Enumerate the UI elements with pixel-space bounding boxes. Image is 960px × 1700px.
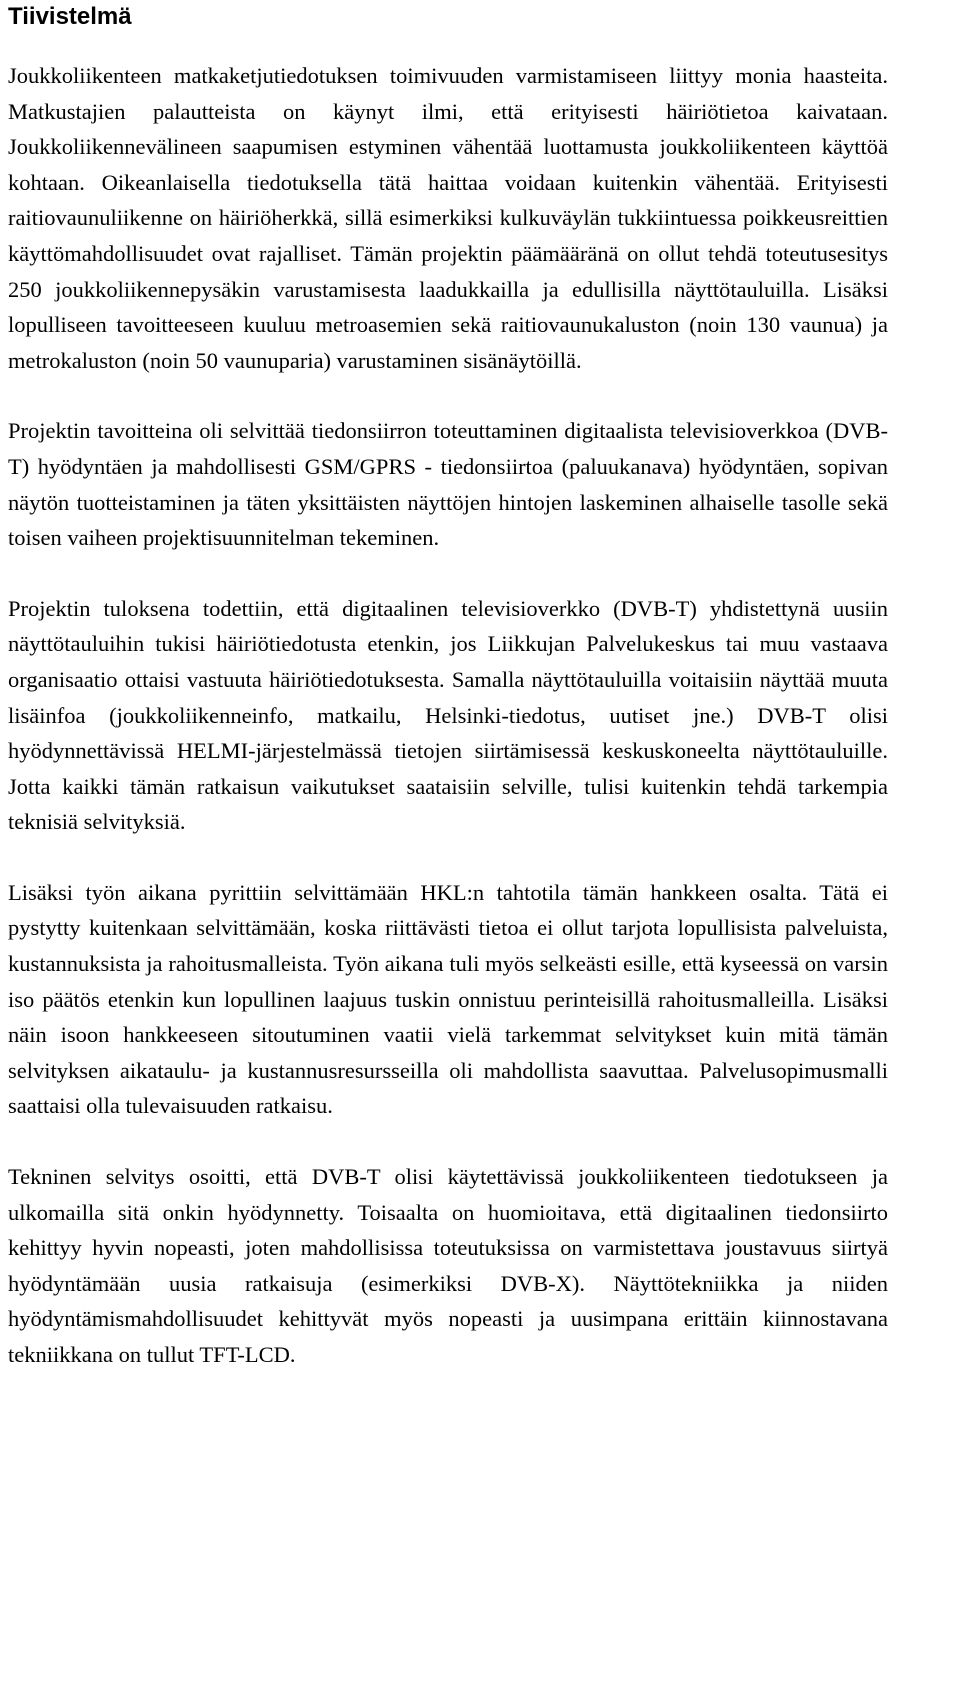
paragraph-technical-study: Tekninen selvitys osoitti, että DVB-T olisi käytettävissä joukkoliikenteen tiedotukseen ja ulkomailla sitä onkin hyödynnetty. Toisaalta on huomioitava, että digitaalinen tiedonsiirto kehittyy hyvin nopeasti, joten mahdollisissa toteutuksissa on varmistettava joustavuus siirtyä hyödyntämään uusia ratkaisuja (esimerkiksi DVB-X). Näyttötekniikka ja niiden hyödyntämismahdollisuudet kehittyvät myös nopeasti ja uusimpana erittäin kiinnostavana tekniikkana on tullut TFT-LCD. [8,1164,888,1367]
section-heading: Tiivistelmä [8,3,132,30]
paragraph-intro: Joukkoliikenteen matkaketjutiedotuksen toimivuuden varmistamiseen liittyy monia haasteita. Matkustajien palautteista on käynyt ilmi, että erityisesti häiriötietoa kaivataan. Joukkoliikennevälineen saapumisen estyminen vähentää luottamusta joukkoliikenteen käyttöä kohtaan. Oikeanlaisella tiedotuksella tätä haittaa voidaan kuitenkin vähentää. Erityisesti raitiovaunuliikenne on häiriöherkkä, sillä esimerkiksi kulkuväylän tukkiintuessa poikkeusreittien käyttömahdollisuudet ovat rajalliset. Tämän projektin päämääränä on ollut tehdä toteutusesitys 250 joukkoliikennepysäkin varustamisesta laadukkailla ja edullisilla näyttötauluilla. Lisäksi lopulliseen tavoitteeseen kuuluu metroasemien sekä raitiovaunukaluston (noin 130 vaunua) ja metrokaluston (noin 50 vaunuparia) varustaminen sisänäytöillä. [8,63,888,373]
paragraph-hkl-intent: Lisäksi työn aikana pyrittiin selvittämään HKL:n tahtotila tämän hankkeen osalta. Tätä ei pystytty kuitenkaan selvittämään, koska riittävästi tietoa ei ollut tarjota lopullisista palveluista, kustannuksista ja rahoitusmalleista. Työn aikana tuli myös selkeästi esille, että kyseessä on varsin iso päätös etenkin kun lopullinen laajuus tuskin onnistuu perinteisillä rahoitusmalleilla. Lisäksi näin isoon hankkeeseen sitoutuminen vaatii vielä tarkemmat selvitykset kuin mitä tämän selvityksen aikataulu- ja kustannusresursseilla oli mahdollista saavuttaa. Palvelusopimusmalli saattaisi olla tulevaisuuden ratkaisu. [8,879,888,1119]
paragraph-results: Projektin tuloksena todettiin, että digitaalinen televisioverkko (DVB-T) yhdistettynä uusiin näyttötauluihin tukisi häiriötiedotusta etenkin, jos Liikkujan Palvelukeskus tai muu vastaava organisaatio ottaisi vastuuta häiriötiedotuksesta. Samalla näyttötauluilla voitaisiin näyttää muuta lisäinfoa (joukkoliikenneinfo, matkailu, Helsinki-tiedotus, uutiset jne.) DVB-T olisi hyödynnettävissä HELMI-järjestelmässä tietojen siirtämisessä keskuskoneelta näyttötauluille. Jotta kaikki tämän ratkaisun vaikutukset saataisiin selville, tulisi kuitenkin tehdä tarkempia teknisiä selvityksiä. [8,595,888,835]
document-page [8,0,888,1373]
paragraph-objectives: Projektin tavoitteina oli selvittää tiedonsiirron toteuttaminen digitaalista televisioverkkoa (DVB-T) hyödyntäen ja mahdollisesti GSM/GPRS - tiedonsiirtoa (paluukanava) hyödyntäen, sopivan näytön tuotteistaminen ja täten yksittäisten näyttöjen hintojen laskeminen alhaiselle tasolle sekä toisen vaiheen projektisuunnitelman tekeminen. [8,418,888,551]
